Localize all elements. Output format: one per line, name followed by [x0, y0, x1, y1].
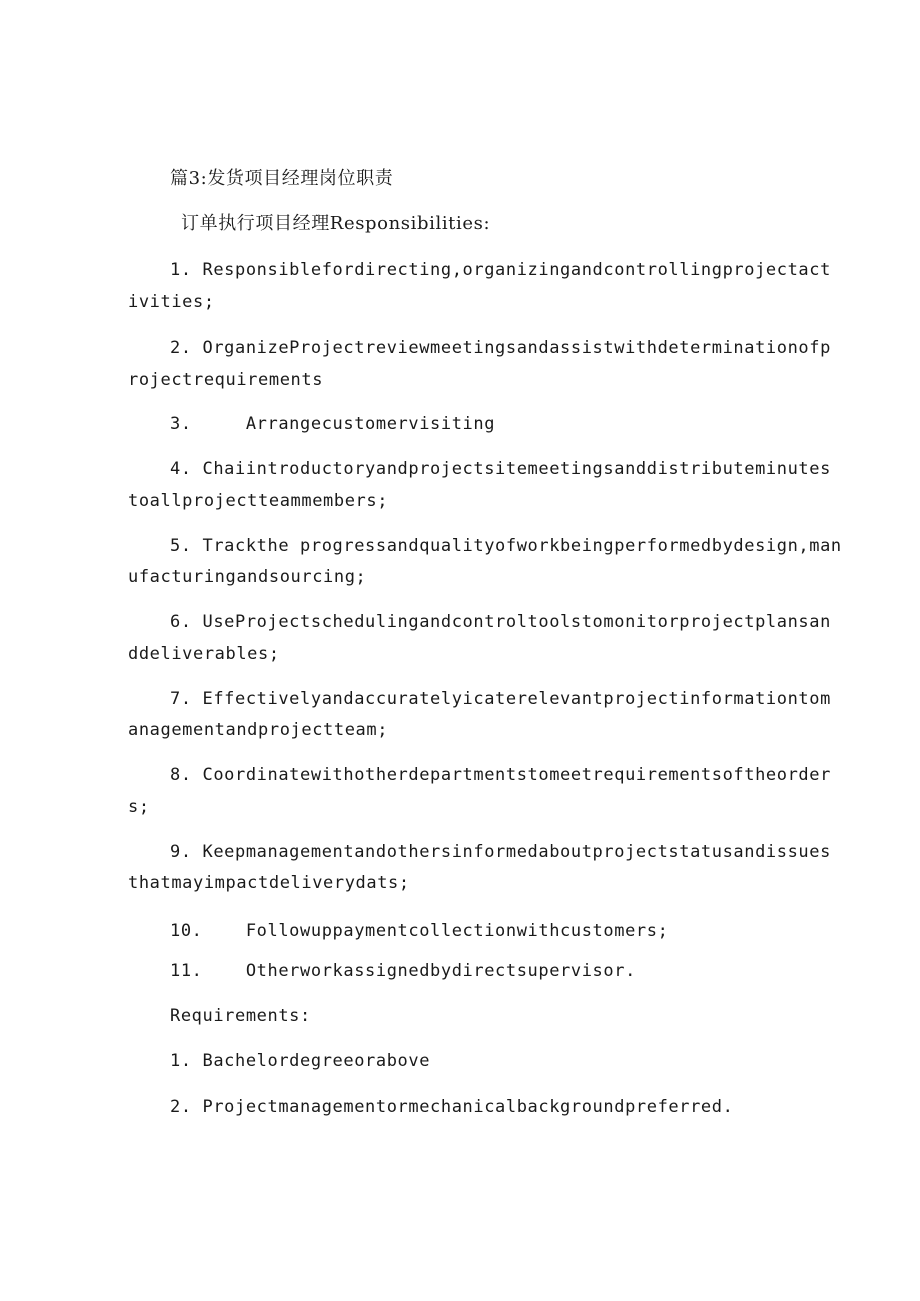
- requirement-1: 1. Bachelordegreeorabove: [170, 1051, 431, 1071]
- responsibility-11: 11. Otherworkassignedbydirectsupervisor.: [170, 961, 636, 981]
- requirement-2: 2. Projectmanagementormechanicalbackgroundpreferred.: [170, 1097, 734, 1117]
- responsibility-1-line-1: 1. Responsiblefordirecting,organizingandcontrollingprojectact: [170, 260, 831, 280]
- responsibility-1-line-2: ivities;: [128, 292, 215, 312]
- responsibility-7-line-1: 7. Effectivelyandaccuratelyicaterelevantprojectinformationtom: [170, 689, 831, 709]
- responsibility-6-line-2: ddeliverables;: [128, 644, 280, 664]
- responsibility-10: 10. Followuppaymentcollectionwithcustomers;: [170, 921, 669, 941]
- requirements-heading: Requirements:: [170, 1006, 311, 1026]
- responsibility-3: 3. Arrangecustomervisiting: [170, 414, 496, 434]
- document-title: 篇3:发货项目经理岗位职责: [170, 168, 394, 189]
- responsibility-5-line-1: 5. Trackthe progressandqualityofworkbeingperformedbydesign,man: [170, 536, 842, 556]
- responsibility-9-line-1: 9. Keepmanagementandothersinformedaboutprojectstatusandissues: [170, 842, 831, 862]
- responsibility-4-line-1: 4. Chaiintroductoryandprojectsitemeetingsanddistributeminutes: [170, 459, 831, 479]
- responsibility-6-line-1: 6. UseProjectschedulingandcontroltoolstomonitorprojectplansan: [170, 612, 831, 632]
- responsibility-7-line-2: anagementandprojectteam;: [128, 720, 389, 740]
- responsibility-4-line-2: toallprojectteammembers;: [128, 491, 389, 511]
- responsibility-8-line-2: s;: [128, 797, 150, 817]
- responsibility-5-line-2: ufacturingandsourcing;: [128, 567, 367, 587]
- responsibility-2-line-1: 2. OrganizeProjectreviewmeetingsandassistwithdeterminationofp: [170, 338, 831, 358]
- responsibility-2-line-2: rojectrequirements: [128, 370, 324, 390]
- responsibility-9-line-2: thatmayimpactdeliverydats;: [128, 873, 410, 893]
- responsibility-8-line-1: 8. Coordinatewithotherdepartmentstomeetrequirementsoftheorder: [170, 765, 831, 785]
- section-subtitle: 订单执行项目经理Responsibilities:: [181, 213, 491, 234]
